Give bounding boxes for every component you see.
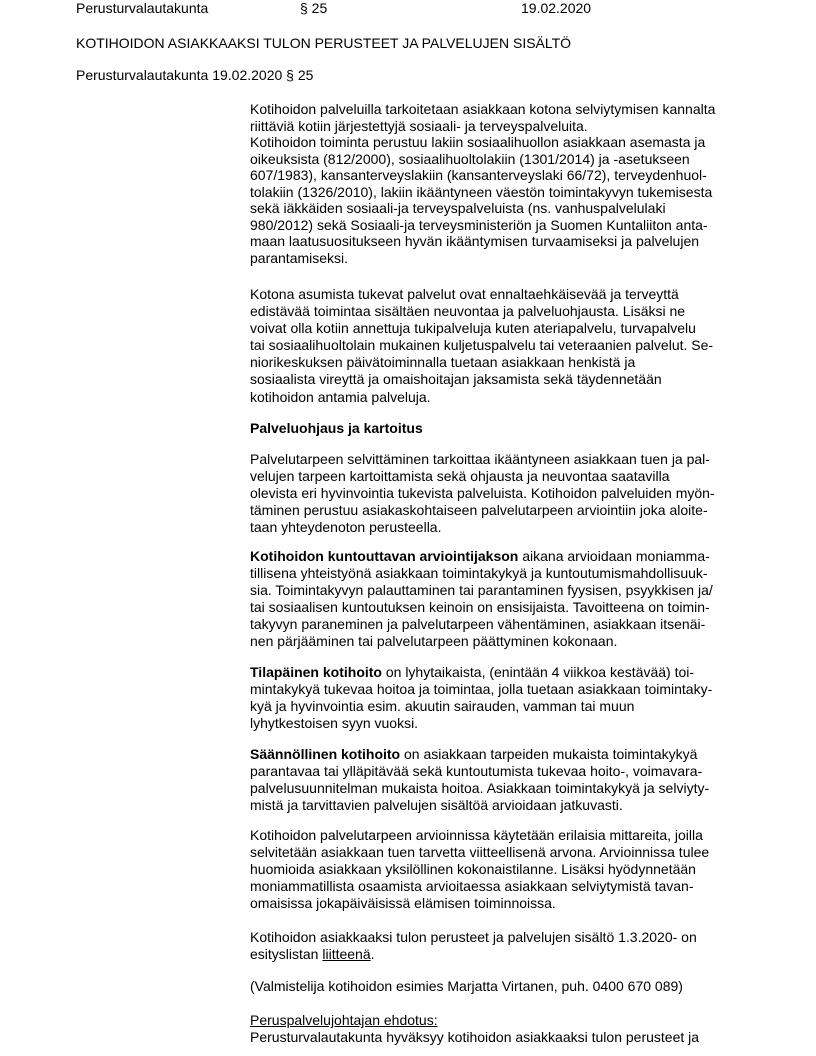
text-line: kotihoidon antamia palveluja.: [250, 388, 431, 405]
header-section: § 25: [300, 0, 328, 16]
text-line: Kotihoidon palveluilla tarkoitetaan asiakkaan kotona selviytymisen kannalta: [250, 101, 716, 117]
text-fragment: on asiakkaan tarpeiden mukaista toimintakykyä: [400, 746, 698, 762]
text-line: tai sosiaalisen kuntoutuksen keinoin on ensisijaista. Tavoitteena on toimin-: [250, 599, 710, 616]
text-line: moniammatillista osaamista arvioitaessa asiakkaan selviytymistä tavan-: [250, 878, 694, 895]
text-line: Kotihoidon toiminta perustuu lakiin sosiaalihuollon asiakkaan asemasta ja: [250, 134, 706, 150]
text-line: lyhytkestoisen syyn vuoksi.: [250, 715, 419, 732]
paragraph-temporary-care: [250, 664, 712, 732]
paragraph-rehabilitation: [250, 548, 713, 651]
proposal-text: Perusturvalautakunta hyväksyy kotihoidon asiakkaaksi tulon perusteet ja: [250, 1029, 700, 1045]
text-line: sekä iäkkäiden sosiaali-ja terveyspalveluista (ns. vanhuspalvelulaki: [250, 200, 666, 216]
text-line: 980/2012) sekä Sosiaali-ja terveysministeriön ja Suomen Kuntaliiton anta-: [250, 216, 708, 233]
text-line: sia. Toimintakyvyn palauttaminen tai parantaminen fyysisen, psyykkisen ja/: [250, 582, 713, 599]
attachment-link[interactable]: liitteenä: [322, 946, 371, 963]
text-line: parantamiseksi.: [250, 249, 349, 266]
bold-lead: Tilapäinen kotihoito: [250, 664, 382, 680]
text-line: [250, 946, 697, 963]
text-line: velujen tarpeen kartoittamista sekä ohjausta ja neuvontaa saatavilla: [250, 468, 670, 485]
text-line: edistävää toimintaa sisältäen neuvontaa ja palveluohjausta. Lisäksi ne: [250, 303, 686, 320]
text-fragment: aikana arvioidaan moniamma-: [518, 548, 710, 564]
text-line: Kotona asumista tukevat palvelut ovat ennaltaehkäisevää ja terveyttä: [250, 286, 679, 302]
text-line: 607/1983), kansanterveyslakiin (kansanterveyslaki 66/72), terveydenhuol-: [250, 167, 707, 183]
bold-lead: Säännöllinen kotihoito: [250, 746, 401, 762]
paragraph-service-guidance: [250, 451, 715, 536]
text-line: [250, 664, 712, 681]
paragraph-intro: [250, 101, 715, 266]
text-fragment: .: [370, 946, 375, 963]
text-line: palvelusuunnitelman mukaista hoitoa. Asiakkaan toimintakykyä ja selviyty-: [250, 780, 710, 797]
paragraph-attachment: [250, 929, 697, 963]
text-line: [250, 548, 713, 565]
text-line: Kotihoidon palvelutarpeen arvioinnissa käytetään erilaisia mittareita, joilla: [250, 827, 703, 843]
text-line: niorikeskuksen päivätoiminnalla tuetaan asiakkaan henkistä ja: [250, 354, 636, 371]
text-line: tolakiin (1326/2010), lakiin ikääntyneen väestön toimintakyvyn tukemisesta: [250, 183, 713, 200]
text-line: riittäviä kotiin järjestettyjä sosiaali- ja terveyspalveluita.: [250, 117, 588, 134]
paragraph-support-services: [250, 286, 713, 406]
page-title: KOTIHOIDON ASIAKKAAKSI TULON PERUSTEET JA PALVELUJEN SISÄLTÖ: [76, 35, 572, 51]
header-date: 19.02.2020: [521, 0, 592, 16]
text-line: tai sosiaalihuoltolain mukainen kuljetuspalvelu tai veteraanien palvelut. Se-: [250, 337, 714, 354]
text-line: parantavaa tai ylläpitävää sekä kuntoutumista tukevaa hoito-, voimavara-: [250, 763, 703, 780]
text-line: Kotihoidon asiakkaaksi tulon perusteet ja palvelujen sisältö 1.3.2020- on: [250, 929, 697, 945]
text-fragment: on lyhytaikaista, (enintään 4 viikkoa kestävää) toi-: [381, 664, 695, 680]
text-line: nen pärjääminen tai palvelutarpeen päättyminen kokonaan.: [250, 633, 618, 650]
text-line: mistä ja tarvittavien palvelujen sisältöä arvioidaan jatkuvasti.: [250, 797, 623, 814]
paragraph-regular-care: [250, 746, 709, 814]
paragraph-assessment: [250, 827, 709, 912]
text-line: maan laatusuositukseen hyvän ikääntymisen turvaamiseksi ja palvelujen: [250, 233, 700, 249]
meeting-reference: Perusturvalautakunta 19.02.2020 § 25: [76, 67, 314, 83]
section-heading: Palveluohjaus ja kartoitus: [250, 420, 423, 436]
text-line: mintakykyä tukevaa hoitoa ja toimintaa, jolla tuetaan asiakkaan toimintaky-: [250, 681, 713, 698]
text-line: takyvyn paraneminen ja palvelutarpeen vähentäminen, asiakkaan itsenäi-: [250, 616, 706, 633]
text-line: [250, 746, 709, 763]
text-line: tillisena yhteistyönä asiakkaan toimintakykyä ja kuntoutumismahdollisuuk-: [250, 565, 708, 582]
text-line: omaisissa jokapäiväisissä elämisen toiminnoissa.: [250, 895, 556, 912]
text-line: voivat olla kotiin annettuja tukipalveluja kuten ateriapalvelu, turvapalvelu: [250, 320, 696, 337]
text-line: taan yhteydenoton perusteella.: [250, 519, 442, 536]
text-line: huomioida asiakkaan yksilöllinen kokonaistilanne. Lisäksi hyödynnetään: [250, 861, 696, 878]
text-line: olevista eri hyvinvointia tukevista palveluista. Kotihoidon palveluiden myön-: [250, 485, 715, 502]
header-committee: Perusturvalautakunta: [76, 0, 209, 16]
text-line: kyä ja hyvinvointia esim. akuutin sairauden, vamman tai muun: [250, 698, 635, 715]
preparer-info: (Valmistelija kotihoidon esimies Marjatta Virtanen, puh. 0400 670 089): [250, 978, 683, 994]
text-line: oikeuksista (812/2000), sosiaalihuoltolakiin (1301/2014) ja -asetukseen: [250, 150, 690, 167]
text-line: selvitetään asiakkaan tuen tarvetta viitteellisenä arvona. Arvioinnissa tulee: [250, 844, 710, 861]
text-line: sosiaalista vireyttä ja omaishoitajan jaksamista sekä täydennetään: [250, 371, 662, 388]
proposal-heading: Peruspalvelujohtajan ehdotus:: [250, 1012, 438, 1028]
text-line: täminen perustuu asiakaskohtaiseen palvelutarpeen arviointiin joka aloite-: [250, 502, 708, 519]
text-fragment: esityslistan: [250, 946, 323, 963]
bold-lead: Kotihoidon kuntouttavan arviointijakson: [250, 548, 519, 564]
text-line: Palvelutarpeen selvittäminen tarkoittaa ikääntyneen asiakkaan tuen ja pal-: [250, 451, 710, 467]
